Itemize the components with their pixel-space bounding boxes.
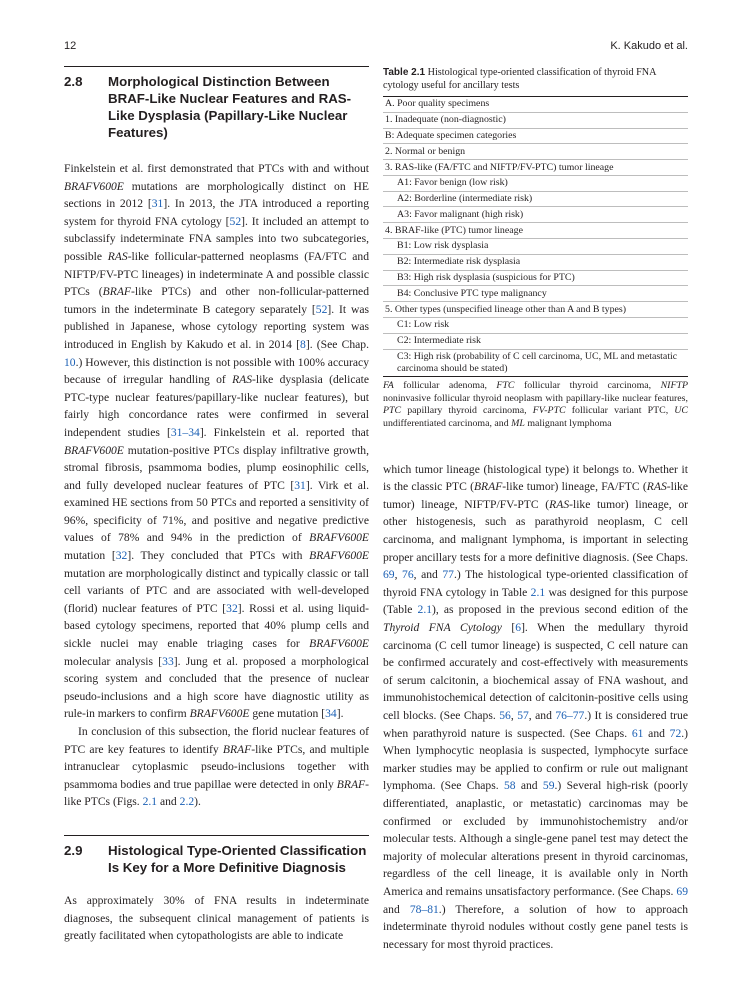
- italic-term: BRAFV600E: [64, 179, 124, 193]
- reference-link[interactable]: 56: [499, 708, 511, 722]
- table-cell: A2: Borderline (intermediate risk): [383, 191, 688, 207]
- table-caption-text: Histological type-oriented classification of thyroid FNA cytology useful for ancillary tests: [383, 67, 656, 91]
- table-row: [383, 333, 688, 349]
- table-row: [383, 254, 688, 270]
- section-2-9-heading: [64, 842, 369, 876]
- italic-term: FTC: [496, 380, 515, 392]
- italic-term: RAS: [646, 480, 667, 494]
- table-cell: 4. BRAF-like (PTC) tumor lineage: [383, 223, 688, 239]
- table-row: [383, 302, 688, 318]
- page-number: 12: [64, 40, 77, 52]
- table-cell: A. Poor quality specimens: [383, 97, 688, 113]
- reference-link[interactable]: 6: [515, 621, 522, 634]
- italic-term: PTC: [383, 405, 402, 417]
- reference-link[interactable]: 57: [517, 708, 529, 722]
- section-title: Histological Type-Oriented Classification Is Key for a More Definitive Diagnosis: [108, 842, 367, 875]
- table-footnote: FA follicular adenoma, FTC follicular thyroid carcinoma, NIFTP noninvasive follicular thyroid neoplasm with papillary-like nuclear features, PTC papillary thyroid carcinoma, FV-PTC follicular variant PTC, UC undifferentiated carcinoma, and ML malignant lymphoma: [383, 380, 688, 430]
- italic-term: UC: [674, 405, 688, 417]
- italic-term: ML: [511, 418, 525, 430]
- italic-term: FV-PTC: [532, 405, 566, 417]
- table-row: [383, 112, 688, 128]
- table-cell: C2: Intermediate risk: [383, 333, 688, 349]
- table-cell: C3: High risk (probability of C cell carcinoma, UC, ML and metastatic carcinoma should be stated): [397, 350, 678, 374]
- paragraph: In conclusion of this subsection, the florid nuclear features of PTC are key features to identify BRAF-like PTCs, and multiple intranuclear cytoplasmic pseudo-inclusions together with psammoma bodies and true papillae were detected in only BRAF-like PTCs (Figs. 2.1 and 2.2).: [64, 725, 369, 809]
- table-cell: B4: Conclusive PTC type malignancy: [383, 286, 688, 302]
- section-2-8-heading: [64, 73, 369, 141]
- paragraph: As approximately 30% of FNA results in indeterminate diagnoses, the subsequent clinical management of patients is greatly facilitated when cytopathologists are able to indicate: [64, 893, 369, 943]
- table-cell: B1: Low risk dysplasia: [383, 239, 688, 255]
- reference-link[interactable]: 2.2: [179, 795, 195, 809]
- italic-term: BRAFV600E: [189, 707, 250, 721]
- paragraph: Finkelstein et al. first demonstrated that PTCs with and without BRAFV600E mutations are morphologically distinct on HE sections in 2012 [31]. In 2013, the JTA introduced a reporting system for thyroid FNA cytology [52]. It included an attempt to subclassify indeterminate FNA samples into two subcategories, possible RAS-like follicular-patterned neoplasms (FA/FTC and NIFTP/FV-PTC lineages) in indeterminate A and possible classic PTCs (BRAF-like PTCs) and other non-follicular-patterned tumors in the indeterminate B category separately [52]. It was published in Japanese, whose cytology reporting system was introduced in English by Kakudo et al. in 2014 [8]. (See Chap. 10.) However, this distinction is not possible with 100% accuracy because of irregular handling of RAS-like dysplasia (delicate PTC-type nuclear features/papillary-like nuclear features), but fairly high concordance rates were confirmed in several independent studies [31–34]. Finkelstein et al. reported that BRAFV600E mutation-positive PTCs display infiltrative growth, stromal fibrosis, psammoma bodies, plump eosinophilic cells, and fully developed nuclear features of PTC [31]. Virk et al. examined HE sections from 50 PTCs and reported a sensitivity of 96%, specificity of 71%, and positive and negative predictive values of 78% and 94% in the prediction of BRAFV600E mutation [32]. They concluded that PTCs with BRAFV600E mutation are morphologically distinct and typically classic or tall cell variants of PTC and are associated with well-developed (florid) nuclear features of PTC [32]. Rossi et al. using liquid-based cytology specimens, reported that 40% plump cells and sickle nuclei may enable triaging cases for BRAFV600E molecular analysis [33]. Jung et al. proposed a morphological scoring system and concluded that the presence of nuclear pseudo-inclusions and a high score have diagnostic utility as rule-in markers to confirm BRAFV600E gene mutation [34].: [64, 162, 370, 721]
- italic-term: BRAFV600E: [64, 443, 124, 457]
- italic-term: BRAF: [336, 777, 366, 791]
- table-cell: 3. RAS-like (FA/FTC and NIFTP/FV-PTC) tumor lineage: [383, 160, 688, 176]
- table-row: [383, 191, 688, 207]
- table-cell: 5. Other types (unspecified lineage other than A and B types): [383, 302, 688, 318]
- reference-link[interactable]: 31: [151, 197, 164, 211]
- reference-link[interactable]: 2.1: [530, 585, 546, 599]
- section-title: Morphological Distinction Between BRAF-Like Nuclear Features and RAS-Like Dysplasia (Papillary-Like Nuclear Features): [108, 74, 352, 140]
- reference-link[interactable]: 77: [442, 568, 454, 582]
- italic-term: RAS: [232, 373, 253, 387]
- reference-link[interactable]: 32: [226, 601, 238, 615]
- classification-table: [383, 96, 688, 377]
- reference-link[interactable]: 52: [315, 302, 328, 316]
- reference-link[interactable]: 72: [669, 726, 682, 740]
- italic-term: RAS: [107, 249, 128, 263]
- reference-link[interactable]: 33: [162, 654, 174, 668]
- reference-link[interactable]: 2.1: [417, 603, 433, 617]
- table-row: [383, 97, 688, 113]
- table-row: [383, 207, 688, 223]
- reference-link[interactable]: 78–81: [409, 902, 439, 916]
- section-number: 2.8: [64, 74, 83, 89]
- reference-link[interactable]: 34: [325, 707, 337, 721]
- reference-link[interactable]: 69: [676, 884, 688, 898]
- running-header: [64, 40, 688, 60]
- table-cell: B2: Intermediate risk dysplasia: [383, 254, 688, 270]
- section-rule: [64, 66, 369, 67]
- table-row: [383, 128, 688, 144]
- reference-link[interactable]: 76: [402, 568, 414, 582]
- italic-term: BRAFV600E: [309, 637, 369, 651]
- table-row: [383, 160, 688, 176]
- italic-term: NIFTP: [660, 380, 688, 392]
- italic-term: BRAFV600E: [309, 549, 369, 563]
- italic-term: BRAF: [222, 742, 252, 756]
- reference-link[interactable]: 10: [64, 355, 76, 369]
- reference-link[interactable]: 31: [294, 478, 306, 492]
- table-row: [383, 144, 688, 160]
- reference-link[interactable]: 58: [503, 779, 516, 793]
- italic-term: FA: [383, 380, 394, 392]
- italic-term: BRAF: [102, 285, 131, 299]
- left-column: [64, 66, 369, 945]
- table-cell: 1. Inadequate (non-diagnostic): [383, 112, 688, 128]
- reference-link[interactable]: 31–34: [170, 425, 200, 439]
- italic-term: Thyroid FNA Cytology: [383, 621, 502, 634]
- reference-link[interactable]: 8: [300, 337, 306, 351]
- reference-link[interactable]: 76–77: [555, 708, 585, 722]
- reference-link[interactable]: 59: [542, 779, 555, 793]
- reference-link[interactable]: 52: [229, 214, 242, 228]
- table-row: [383, 175, 688, 191]
- table-cell: B3: High risk dysplasia (suspicious for PTC): [383, 270, 688, 286]
- section-rule: [64, 835, 369, 836]
- table-cell: A3: Favor malignant (high risk): [383, 207, 688, 223]
- table-cell: 2. Normal or benign: [383, 144, 688, 160]
- reference-link[interactable]: 2.1: [142, 795, 158, 809]
- table-cell: C1: Low risk: [383, 317, 688, 333]
- table-cell: B: Adequate specimen categories: [383, 128, 688, 144]
- italic-term: BRAFV600E: [309, 531, 369, 545]
- paragraph: which tumor lineage (histological type) it belongs to. Whether it is the classic PTC (BRAF-like tumor) lineage, FA/FTC (RAS-like tumor) lineage, NIFTP/FV-PTC (RAS-like tumor) lineage, or other histogenesis, such as parathyroid neoplasm, C cell carcinoma, and malignant lymphoma, is important in selecting proper ancillary tests for a more definitive diagnosis. (See Chaps. 69, 76, and 77.) The histological type-oriented classification of thyroid FNA cytology in Table 2.1 was designed for this purpose (Table 2.1), as proposed in the previous second edition of the Thyroid FNA Cytology [6]. When the medullary thyroid carcinoma (C cell tumor lineage) is suspected, C cell nature can be confirmed accurately and cost-effectively with measurements of serum calcitonin, a biochemical assay of FNA washout, and immunohistochemical detection of calcitonin-positive cells using cell blocks. (See Chaps. 56, 57, and 76–77.) It is considered true when parathyroid nature is suspected. (See Chaps. 61 and 72.) When lymphocytic neoplasia is suspected, lymphocyte surface marker studies may be applied to confirm or rule out malignant lymphoma. (See Chaps. 58 and 59.) Several high-risk (poorly differentiated, anaplastic, or metastatic) carcinomas may be confirmed or excluded by immunohistochemistry and/or molecular tests. Although a single-gene panel test may detect the majority of molecular alterations present in thyroid carcinomas, regardless of the cell lineage, it is available only in North America and remains unsatisfactory performance. (See Chaps. 69 and 78–81.) Therefore, a solution of how to approach indeterminate thyroid nodules without costly gene panel tests is necessary for most thyroid practices.: [383, 462, 689, 951]
- reference-link[interactable]: 69: [383, 568, 395, 582]
- table-row: [383, 349, 688, 377]
- section-number: 2.9: [64, 842, 83, 858]
- italic-term: BRAF: [473, 480, 503, 494]
- table-row: [383, 286, 688, 302]
- running-authors: K. Kakudo et al.: [610, 40, 688, 52]
- table-row: [383, 239, 688, 255]
- table-cell: A1: Favor benign (low risk): [383, 175, 688, 191]
- table-row: [383, 317, 688, 333]
- right-column: [383, 66, 688, 953]
- table-label: Table 2.1: [383, 67, 426, 78]
- table-caption: [383, 66, 688, 92]
- reference-link[interactable]: 32: [115, 549, 128, 563]
- italic-term: RAS: [549, 497, 570, 511]
- table-row: [383, 223, 688, 239]
- table-row: [383, 270, 688, 286]
- reference-link[interactable]: 61: [631, 726, 644, 740]
